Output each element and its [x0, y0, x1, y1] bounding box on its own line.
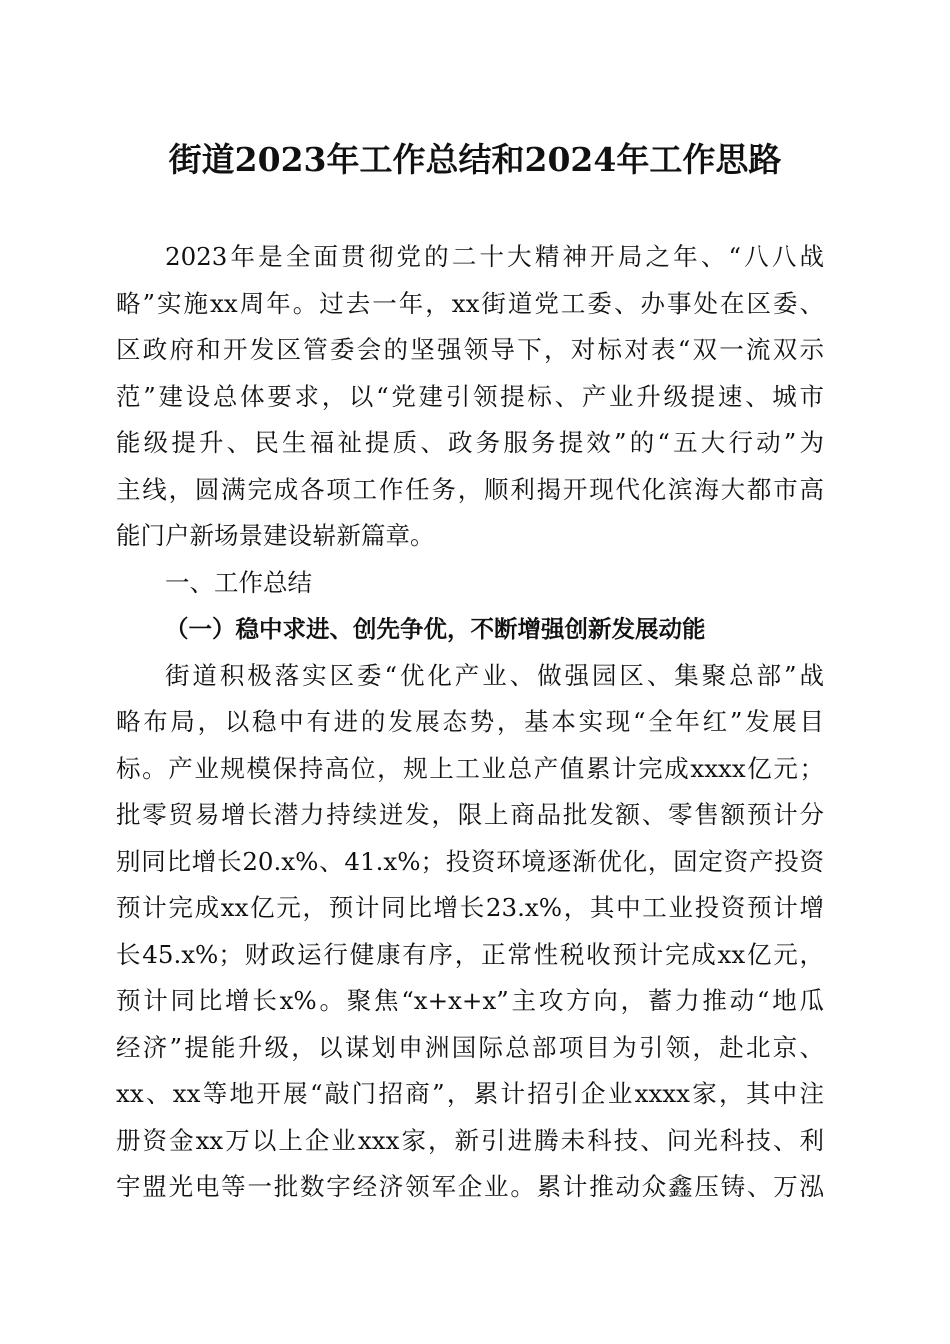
paragraph-line: 预计完成xx亿元，预计同比增长23.x%，其中工业投资预计增	[116, 893, 824, 922]
paragraph-line: 经济”提能升级，以谋划申洲国际总部项目为引领，赴北京、	[116, 1032, 824, 1062]
paragraph-line: 街道积极落实区委“优化产业、做强园区、集聚总部”战	[165, 660, 824, 690]
paragraph-line: 标。产业规模保持高位，规上工业总产值累计完成xxxx亿元；	[116, 753, 824, 783]
intro-line: 主线，圆满完成各项工作任务，顺利揭开现代化滨海大都市高	[116, 474, 824, 504]
paragraph-line: 预计同比增长x%。聚焦“x+x+x”主攻方向，蓄力推动“地瓜	[116, 986, 824, 1015]
paragraph-line: 宇盟光电等一批数字经济领军企业。累计推动众鑫压铸、万泓	[116, 1172, 824, 1201]
paragraph-line: 册资金xx万以上企业xxx家，新引进腾未科技、问光科技、利	[116, 1125, 824, 1155]
intro-line: 能门户新场景建设崭新篇章。	[116, 521, 435, 550]
paragraph-line: 批零贸易增长潜力持续迸发，限上商品批发额、零售额预计分	[116, 800, 824, 829]
paragraph-line: 别同比增长20.x%、41.x%；投资环境逐渐优化，固定资产投资	[116, 846, 824, 876]
intro-line: 区政府和开发区管委会的坚强领导下，对标对表“双一流双示	[116, 335, 824, 364]
section-heading: 一、工作总结	[165, 567, 312, 597]
intro-line: 略”实施xx周年。过去一年，xx街道党工委、办事处在区委、	[116, 288, 824, 318]
paragraph-line: 长45.x%；财政运行健康有序，正常性税收预计完成xx亿元，	[116, 939, 824, 969]
intro-line: 能级提升、民生福祉提质、政务服务提效”的“五大行动”为	[116, 428, 824, 457]
document-body	[116, 234, 824, 1211]
subsection-heading: （一）稳中求进、创先争优，不断增强创新发展动能	[165, 615, 706, 643]
document-title: 街道2023年工作总结和2024年工作思路	[168, 140, 782, 179]
intro-line: 2023年是全面贯彻党的二十大精神开局之年、“八八战	[165, 242, 824, 271]
paragraph-line: xx、xx等地开展“敲门招商”，累计招引企业xxxx家，其中注	[116, 1079, 824, 1108]
intro-line: 范”建设总体要求，以“党建引领提标、产业升级提速、城市	[116, 381, 824, 411]
paragraph-line: 略布局，以稳中有进的发展态势，基本实现“全年红”发展目	[116, 707, 824, 736]
